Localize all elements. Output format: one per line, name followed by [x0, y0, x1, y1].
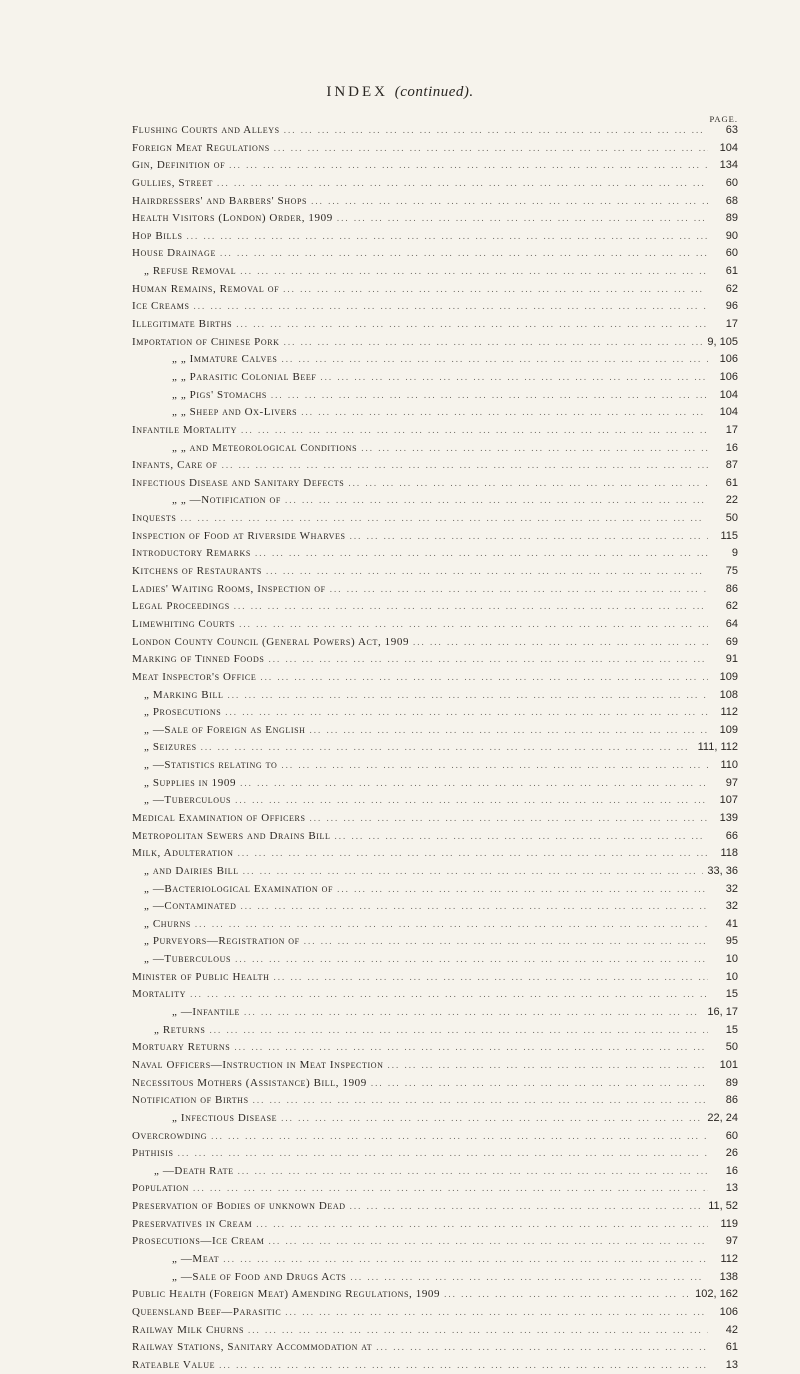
entry-page-number: 111, 112 — [697, 741, 738, 754]
dot-leader — [248, 1322, 708, 1340]
entry-label: Metropolitan Sewers and Drains Bill — [132, 829, 331, 842]
index-entry — [132, 810, 738, 828]
dot-leader — [240, 775, 708, 793]
dot-leader — [190, 986, 708, 1004]
entry-page-number: 89 — [725, 1076, 738, 1089]
dot-leader — [273, 969, 708, 987]
entry-label: Minister of Public Health — [132, 970, 270, 983]
entry-page-number: 33, 36 — [707, 864, 738, 877]
index-entries — [132, 122, 738, 1374]
entry-page-number: 16 — [725, 441, 738, 454]
entry-label: Illegitimate Births — [132, 318, 233, 331]
dot-leader — [269, 1233, 708, 1251]
entry-label: Hairdressers' and Barbers' Shops — [132, 194, 308, 207]
entry-label: „ Prosecutions — [144, 706, 222, 719]
index-entry — [132, 1286, 738, 1304]
index-entry — [132, 634, 738, 652]
entry-label: Limewhiting Courts — [132, 617, 236, 630]
entry-label: „ „ Parasitic Colonial Beef — [172, 370, 317, 383]
index-entry — [132, 651, 738, 669]
entry-page-number: 112 — [720, 706, 738, 719]
entry-page-number: 106 — [719, 353, 738, 366]
entry-page-number: 64 — [725, 617, 738, 630]
entry-label: Introductory Remarks — [132, 547, 251, 560]
dot-leader — [211, 1128, 708, 1146]
entry-label: Preservation of Bodies of unknown Dead — [132, 1200, 346, 1213]
entry-label: „ „ Pigs' Stomachs — [172, 388, 267, 401]
entry-label: Ice Creams — [132, 300, 190, 313]
entry-label: Population — [132, 1182, 190, 1195]
index-entry — [132, 157, 738, 175]
entry-page-number: 63 — [725, 124, 738, 136]
dot-leader — [283, 281, 708, 299]
entry-label: Mortuary Returns — [132, 1041, 231, 1054]
entry-page-number: 86 — [725, 1094, 738, 1107]
index-entry — [132, 669, 738, 687]
index-entry — [132, 1322, 738, 1340]
index-entry — [132, 193, 738, 211]
dot-leader — [236, 316, 708, 334]
entry-label: Milk, Adulteration — [132, 847, 234, 860]
entry-label: Notification of Births — [132, 1094, 249, 1107]
dot-leader — [301, 404, 708, 422]
entry-page-number: 119 — [720, 1217, 738, 1230]
index-entry — [132, 581, 738, 599]
entry-page-number: 109 — [719, 723, 738, 736]
entry-label: Health Visitors (London) Order, 1909 — [132, 212, 333, 225]
index-entry — [132, 687, 738, 705]
dot-leader — [350, 1198, 705, 1216]
index-entry — [132, 1022, 738, 1040]
entry-page-number: 138 — [719, 1270, 738, 1283]
index-entry — [132, 1357, 738, 1374]
entry-label: Kitchens of Restaurants — [132, 565, 262, 578]
index-entry — [132, 986, 738, 1004]
entry-label: Prosecutions—Ice Cream — [132, 1235, 265, 1248]
entry-label: „ —Tuberculous — [144, 794, 232, 807]
entry-page-number: 86 — [725, 582, 738, 595]
index-entry — [132, 1163, 738, 1181]
entry-page-number: 16 — [725, 1164, 738, 1177]
entry-label: „ Refuse Removal — [144, 265, 237, 278]
dot-leader — [234, 1039, 708, 1057]
entry-label: Marking of Tinned Foods — [132, 653, 265, 666]
index-entry — [132, 263, 738, 281]
entry-page-number: 102, 162 — [695, 1288, 738, 1301]
entry-label: Overcrowding — [132, 1129, 208, 1142]
entry-page-number: 62 — [725, 282, 738, 295]
dot-leader — [274, 140, 708, 158]
entry-page-number: 110 — [720, 759, 738, 772]
entry-label: Rateable Value — [132, 1358, 216, 1371]
entry-page-number: 115 — [720, 529, 738, 542]
dot-leader — [284, 334, 704, 352]
index-entry — [132, 757, 738, 775]
dot-leader — [241, 898, 708, 916]
entry-page-number: 97 — [725, 1235, 738, 1248]
entry-label: „ „ Sheep and Ox-Livers — [172, 406, 298, 419]
entry-page-number: 60 — [725, 176, 738, 189]
index-entry — [132, 1198, 738, 1216]
dot-leader — [219, 1357, 708, 1374]
dot-leader — [235, 792, 708, 810]
dot-leader — [310, 722, 708, 740]
entry-label: „ and Dairies Bill — [144, 864, 239, 877]
dot-leader — [255, 545, 708, 563]
index-entry — [132, 369, 738, 387]
index-entry — [132, 916, 738, 934]
dot-leader — [187, 228, 708, 246]
dot-leader — [195, 916, 708, 934]
index-entry — [132, 1233, 738, 1251]
index-entry — [132, 775, 738, 793]
index-entry — [132, 245, 738, 263]
entry-label: „ —Infantile — [172, 1006, 241, 1019]
entry-page-number: 13 — [725, 1182, 738, 1195]
entry-page-number: 75 — [725, 565, 738, 578]
entry-page-number: 10 — [725, 970, 738, 983]
index-entry — [132, 722, 738, 740]
index-entry — [132, 1110, 738, 1128]
dot-leader — [268, 651, 708, 669]
entry-page-number: 22, 24 — [707, 1111, 738, 1124]
entry-page-number: 62 — [725, 600, 738, 613]
entry-label: „ —Sale of Foreign as English — [144, 723, 306, 736]
entry-label: Phthisis — [132, 1147, 174, 1160]
entry-label: Queensland Beef—Parasitic — [132, 1305, 282, 1318]
dot-leader — [350, 528, 708, 546]
entry-label: London County Council (General Powers) Act, 1909 — [132, 635, 410, 648]
entry-label: Inspection of Food at Riverside Wharves — [132, 529, 346, 542]
entry-label: Hop Bills — [132, 229, 183, 242]
entry-label: „ —Sale of Food and Drugs Acts — [172, 1270, 347, 1283]
index-entry — [132, 1057, 738, 1075]
entry-page-number: 13 — [725, 1358, 738, 1371]
entry-label: Gullies, Street — [132, 176, 213, 189]
dot-leader — [238, 845, 708, 863]
entry-page-number: 134 — [719, 159, 738, 172]
entry-label: „ —Tuberculous — [144, 953, 232, 966]
title-text: INDEX — [326, 84, 388, 100]
index-entry — [132, 528, 738, 546]
dot-leader — [361, 440, 708, 458]
dot-leader — [244, 1004, 703, 1022]
entry-page-number: 108 — [719, 688, 738, 701]
index-entry — [132, 492, 738, 510]
entry-page-number: 32 — [725, 882, 738, 895]
dot-leader — [194, 298, 708, 316]
entry-page-number: 42 — [725, 1323, 738, 1336]
index-entry — [132, 616, 738, 634]
entry-label: „ —Contaminated — [144, 900, 237, 913]
entry-page-number: 16, 17 — [707, 1006, 738, 1019]
entry-page-number: 109 — [719, 670, 738, 683]
dot-leader — [240, 263, 708, 281]
entry-label: Medical Examination of Officers — [132, 811, 306, 824]
index-entry — [132, 1304, 738, 1322]
dot-leader — [271, 387, 708, 405]
dot-leader — [310, 810, 708, 828]
entry-page-number: 87 — [725, 459, 738, 472]
entry-page-number: 97 — [725, 776, 738, 789]
index-entry — [132, 1269, 738, 1287]
entry-page-number: 107 — [719, 794, 738, 807]
entry-label: „ Churns — [144, 917, 191, 930]
index-entry — [132, 140, 738, 158]
index-entry — [132, 1216, 738, 1234]
dot-leader — [281, 757, 708, 775]
index-entry — [132, 316, 738, 334]
entry-label: „ „ —Notification of — [172, 494, 281, 507]
entry-label: Human Remains, Removal of — [132, 282, 280, 295]
entry-label: Foreign Meat Regulations — [132, 141, 270, 154]
dot-leader — [225, 704, 708, 722]
dot-leader — [281, 1110, 703, 1128]
entry-page-number: 61 — [725, 476, 738, 489]
entry-page-number: 41 — [725, 917, 738, 930]
dot-leader — [222, 457, 708, 475]
entry-label: „ —Bacteriological Examination of — [144, 882, 334, 895]
entry-label: Preservatives in Cream — [132, 1217, 253, 1230]
index-entry — [132, 598, 738, 616]
entry-page-number: 95 — [725, 935, 738, 948]
index-entry — [132, 475, 738, 493]
entry-page-number: 9 — [731, 547, 738, 560]
index-entry — [132, 951, 738, 969]
dot-leader — [348, 475, 708, 493]
entry-page-number: 15 — [725, 988, 738, 1001]
entry-label: „ Supplies in 1909 — [144, 776, 237, 789]
entry-label: Infants, Care of — [132, 459, 218, 472]
index-entry — [132, 298, 738, 316]
dot-leader — [376, 1339, 708, 1357]
index-entry — [132, 1339, 738, 1357]
entry-page-number: 69 — [725, 635, 738, 648]
dot-leader — [284, 122, 708, 140]
index-entry — [132, 228, 738, 246]
index-entry — [132, 1251, 738, 1269]
dot-leader — [229, 157, 708, 175]
entry-page-number: 104 — [719, 388, 738, 401]
dot-leader — [180, 510, 708, 528]
entry-page-number: 68 — [725, 194, 738, 207]
entry-label: „ „ and Meteorological Conditions — [172, 441, 358, 454]
index-entry — [132, 351, 738, 369]
dot-leader — [220, 245, 708, 263]
dot-leader — [217, 175, 708, 193]
index-entry — [132, 404, 738, 422]
index-entry — [132, 828, 738, 846]
entry-page-number: 91 — [725, 653, 738, 666]
entry-page-number: 17 — [725, 423, 738, 436]
index-entry — [132, 457, 738, 475]
entry-label: „ Seizures — [144, 741, 197, 754]
entry-page-number: 17 — [725, 318, 738, 331]
index-entry — [132, 1092, 738, 1110]
entry-label: „ Infectious Disease — [172, 1111, 278, 1124]
entry-label: Railway Milk Churns — [132, 1323, 245, 1336]
entry-label: „ Marking Bill — [144, 688, 224, 701]
dot-leader — [193, 1180, 708, 1198]
index-entry — [132, 334, 738, 352]
entry-label: House Drainage — [132, 247, 216, 260]
dot-leader — [266, 563, 708, 581]
index-entry — [132, 122, 738, 140]
dot-leader — [388, 1057, 709, 1075]
index-entry — [132, 440, 738, 458]
index-entry — [132, 863, 738, 881]
dot-leader — [260, 669, 708, 687]
entry-page-number: 112 — [720, 1253, 738, 1265]
entry-page-number: 61 — [725, 265, 738, 278]
index-entry — [132, 969, 738, 987]
dot-leader — [304, 933, 708, 951]
entry-label: „ —Meat — [172, 1253, 220, 1265]
entry-label: Ladies' Waiting Rooms, Inspection of — [132, 582, 326, 595]
entry-label: Public Health (Foreign Meat) Amending Regulations, 1909 — [132, 1288, 441, 1301]
entry-page-number: 60 — [725, 247, 738, 260]
dot-leader — [413, 634, 708, 652]
dot-leader — [330, 581, 708, 599]
dot-leader — [335, 828, 708, 846]
title-subtitle: (continued). — [394, 84, 474, 100]
dot-leader — [234, 598, 708, 616]
dot-leader — [223, 1251, 708, 1269]
dot-leader — [311, 193, 708, 211]
entry-label: Infectious Disease and Sanitary Defects — [132, 476, 345, 489]
index-entry — [132, 739, 738, 757]
index-entry — [132, 933, 738, 951]
entry-page-number: 66 — [725, 829, 738, 842]
entry-page-number: 50 — [725, 1041, 738, 1054]
dot-leader — [285, 1304, 708, 1322]
dot-leader — [256, 1216, 708, 1234]
index-entry — [132, 1075, 738, 1093]
entry-label: Inquests — [132, 512, 177, 525]
entry-page-number: 32 — [725, 900, 738, 913]
index-entry — [132, 1145, 738, 1163]
entry-label: „ „ Immature Calves — [172, 353, 278, 366]
index-entry — [132, 422, 738, 440]
dot-leader — [209, 1022, 708, 1040]
entry-page-number: 89 — [725, 212, 738, 225]
dot-leader — [238, 1163, 708, 1181]
index-entry — [132, 563, 738, 581]
entry-page-number: 50 — [725, 512, 738, 525]
entry-page-number: 15 — [725, 1023, 738, 1036]
entry-page-number: 90 — [725, 229, 738, 242]
index-entry — [132, 510, 738, 528]
dot-leader — [337, 210, 708, 228]
index-entry — [132, 1128, 738, 1146]
entry-page-number: 61 — [725, 1341, 738, 1354]
dot-leader — [235, 951, 708, 969]
dot-leader — [320, 369, 708, 387]
index-entry — [132, 210, 738, 228]
entry-label: Necessitous Mothers (Assistance) Bill, 1909 — [132, 1076, 367, 1089]
entry-page-number: 60 — [725, 1129, 738, 1142]
entry-page-number: 11, 52 — [708, 1200, 738, 1213]
page-title — [0, 84, 800, 101]
dot-leader — [227, 687, 708, 705]
entry-label: Mortality — [132, 988, 187, 1001]
dot-leader — [281, 351, 708, 369]
index-entry — [132, 545, 738, 563]
dot-leader — [239, 616, 708, 634]
dot-leader — [243, 863, 704, 881]
entry-label: „ Purveyors—Registration of — [144, 935, 300, 948]
entry-label: Gin, Definition of — [132, 159, 226, 172]
index-entry — [132, 704, 738, 722]
entry-page-number: 104 — [719, 141, 738, 154]
entry-label: „ —Death Rate — [154, 1164, 234, 1177]
dot-leader — [285, 492, 708, 510]
entry-page-number: 101 — [719, 1058, 738, 1071]
page-column-header: PAGE. — [709, 114, 738, 124]
dot-leader — [337, 881, 708, 899]
index-entry — [132, 845, 738, 863]
entry-label: Meat Inspector's Office — [132, 670, 257, 683]
entry-label: Naval Officers—Instruction in Meat Inspection — [132, 1058, 384, 1071]
dot-leader — [201, 739, 694, 757]
dot-leader — [178, 1145, 708, 1163]
entry-page-number: 104 — [719, 406, 738, 419]
index-entry — [132, 898, 738, 916]
index-entry — [132, 175, 738, 193]
index-entry — [132, 1039, 738, 1057]
entry-label: Infantile Mortality — [132, 423, 237, 436]
index-entry — [132, 281, 738, 299]
index-entry — [132, 387, 738, 405]
index-entry — [132, 792, 738, 810]
entry-page-number: 26 — [725, 1147, 738, 1160]
entry-label: „ —Statistics relating to — [144, 759, 278, 772]
dot-leader — [253, 1092, 708, 1110]
entry-page-number: 10 — [725, 953, 738, 966]
entry-page-number: 106 — [719, 370, 738, 383]
entry-label: Importation of Chinese Pork — [132, 335, 280, 348]
entry-page-number: 22 — [725, 494, 738, 507]
dot-leader — [371, 1075, 708, 1093]
entry-page-number: 106 — [719, 1305, 738, 1318]
entry-page-number: 118 — [720, 847, 738, 860]
index-entry — [132, 881, 738, 899]
entry-label: Legal Proceedings — [132, 600, 230, 613]
dot-leader — [241, 422, 708, 440]
entry-page-number: 96 — [725, 300, 738, 313]
index-entry — [132, 1004, 738, 1022]
entry-page-number: 139 — [719, 811, 738, 824]
index-entry — [132, 1180, 738, 1198]
entry-label: Flushing Courts and Alleys — [132, 124, 280, 136]
entry-label: „ Returns — [154, 1023, 206, 1036]
entry-page-number: 9, 105 — [707, 335, 738, 348]
dot-leader — [350, 1269, 708, 1287]
entry-label: Railway Stations, Sanitary Accommodation at — [132, 1341, 373, 1354]
dot-leader — [444, 1286, 691, 1304]
